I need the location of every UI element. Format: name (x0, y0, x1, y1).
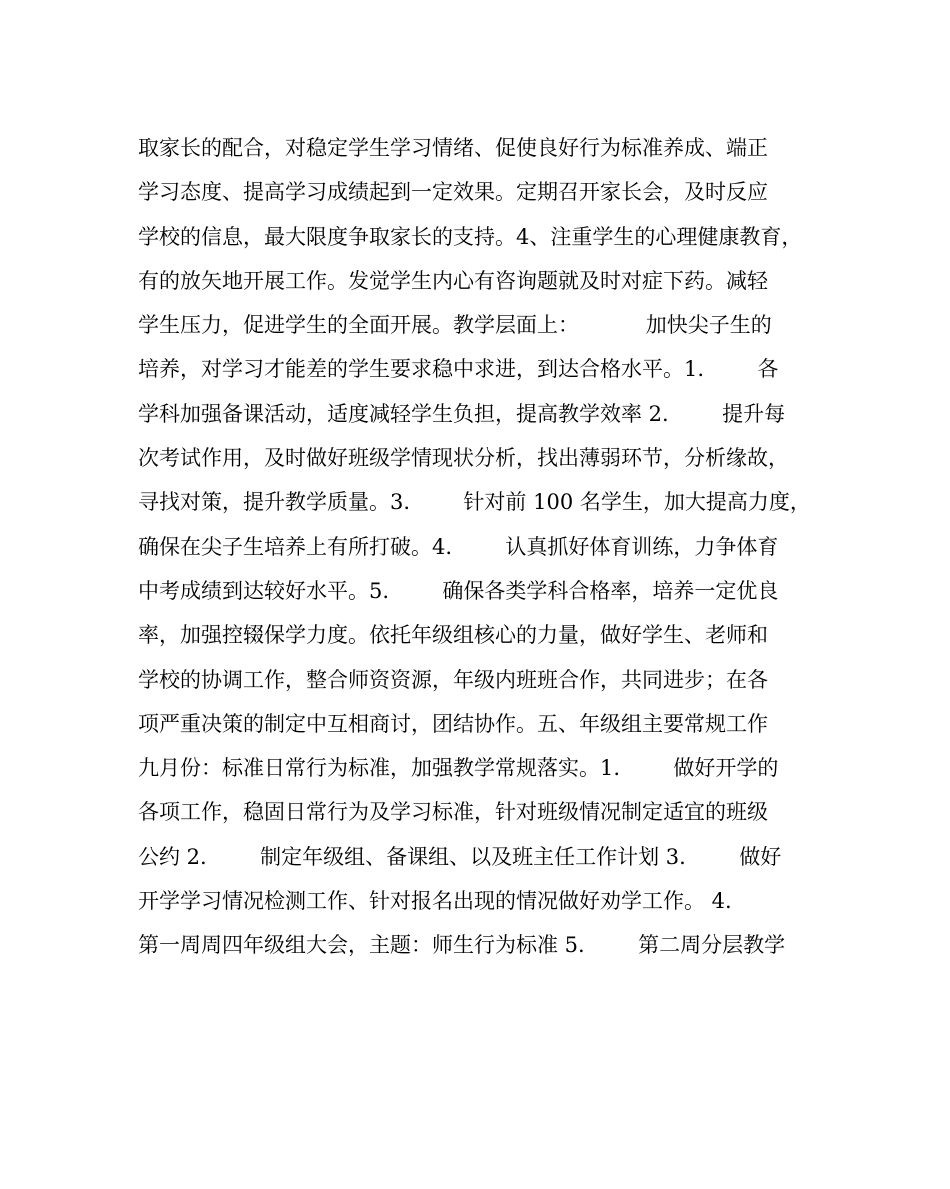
text-line: 项严重决策的制定中互相商讨，团结协作。五、年级组主要常规工作 (138, 711, 768, 736)
text-line: 第一周周四年级组大会，主题：师生行为标准 5. 第二周分层教学 (138, 933, 786, 958)
text-line: 培养，对学习才能差的学生要求稳中求进，到达合格水平。1. 各 (138, 357, 779, 382)
text-line: 取家长的配合，对稳定学生学习情绪、促使良好行为标准养成、端正 (138, 136, 768, 160)
text-line: 学校的信息，最大限度争取家长的支持。4、注重学生的心理健康教育， (138, 224, 803, 249)
text-line: 各项工作，稳固日常行为及学习标准，针对班级情况制定适宜的班级 (138, 800, 768, 825)
text-line: 开学学习情况检测工作、针对报名出现的情况做好劝学工作。 4. (138, 889, 732, 914)
text-line: 九月份：标准日常行为标准，加强教学常规落实。1. 做好开学的 (138, 756, 779, 781)
text-line: 学科加强备课活动，适度减轻学生负担，提高教学效率 2. 提升每 (138, 401, 786, 426)
text-line: 中考成绩到达较好水平。5. 确保各类学科合格率，培养一定优良 (138, 578, 779, 603)
text-line: 确保在尖子生培养上有所打破。4. 认真抓好体育训练，力争体育 (138, 534, 779, 559)
body-text (138, 126, 828, 968)
text-line: 寻找对策，提升教学质量。3. 针对前 100 名学生，加大提高力度， (138, 490, 811, 515)
text-line: 率，加强控辍保学力度。依托年级组核心的力量，做好学生、老师和 (138, 623, 768, 648)
text-line: 学校的协调工作，整合师资资源，年级内班班合作，共同进步；在各 (138, 667, 768, 692)
text-line: 次考试作用，及时做好班级学情现状分析，找出薄弱环节，分析缘故， (138, 446, 789, 471)
text-line: 学生压力，促进学生的全面开展。教学层面上： 加快尖子生的 (138, 313, 772, 338)
text-line: 有的放矢地开展工作。发觉学生内心有咨询题就及时对症下药。减轻 (138, 268, 768, 293)
text-line: 公约 2. 制定年级组、备课组、以及班主任工作计划 3. 做好 (138, 844, 782, 869)
text-line: 学习态度、提高学习成绩起到一定效果。定期召开家长会，及时反应 (138, 180, 768, 205)
